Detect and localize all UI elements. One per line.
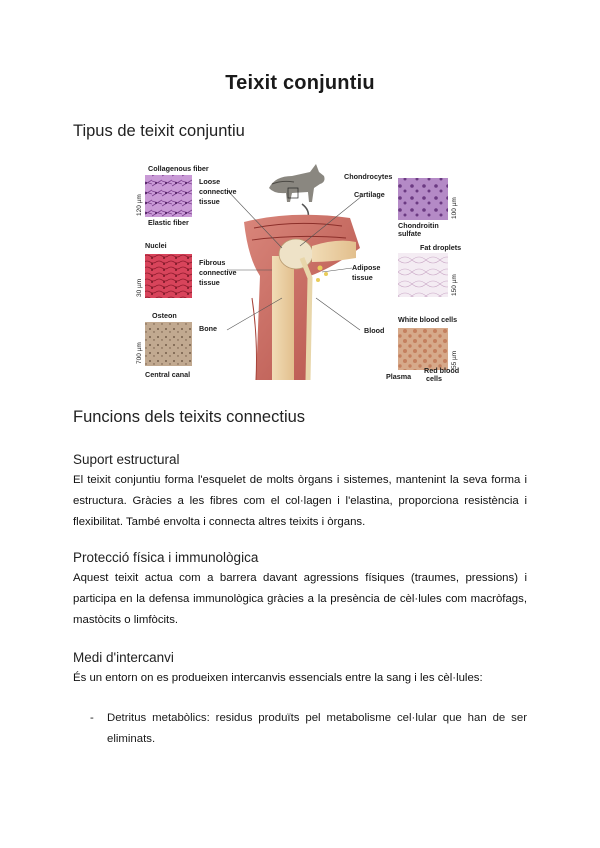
bone-tissue-micrograph: [145, 322, 192, 366]
label-fat-droplets: Fat droplets: [420, 243, 462, 252]
page-title: Teixit conjuntiu: [225, 72, 375, 94]
paragraph-exchange-medium: És un entorn on es produeixen intercanvis essencials entre la sang i les cèl·lules:: [73, 672, 483, 684]
label-loose-3: tissue: [199, 197, 220, 206]
section-heading-functions: Funcions dels teixits connectius: [73, 408, 306, 426]
label-loose-1: Loose: [199, 177, 221, 186]
scale-loose: 120 µm: [136, 194, 143, 216]
label-collagenous-fiber: Collagenous fiber: [148, 164, 209, 173]
connective-tissue-figure: [132, 158, 472, 383]
blood-micrograph: [398, 328, 448, 370]
wolf-illustration: [269, 164, 325, 202]
loose-tissue-micrograph: [145, 175, 192, 217]
adipose-micrograph: [398, 253, 448, 297]
label-bone: Bone: [199, 324, 217, 333]
label-blood: Blood: [364, 326, 385, 335]
label-red-blood-2: cells: [426, 374, 442, 383]
scale-cartilage: 100 µm: [451, 197, 458, 219]
scale-fibrous: 30 µm: [136, 278, 143, 297]
cartilage-micrograph: [398, 178, 448, 220]
label-plasma: Plasma: [386, 372, 412, 381]
label-adipose-1: Adipose: [352, 263, 381, 272]
label-white-blood-cells: White blood cells: [398, 315, 458, 324]
subheading-structural-support: Suport estructural: [73, 452, 180, 467]
label-fibrous-3: tissue: [199, 278, 220, 287]
section-heading-types: Tipus de teixit conjuntiu: [73, 122, 245, 140]
bullet-dash: -: [90, 712, 94, 724]
subheading-protection: Protecció física i immunològica: [73, 550, 259, 565]
limb-cross-section: [244, 215, 360, 380]
label-red-blood-1: Red blood: [424, 366, 460, 375]
paragraph-protection: Aquest teixit actua com a barrera davant agressions físiques (traumes, pressions) i participa en la defensa immunològica gràcies a la presència de cèl·lules com macròfags, mastòcits o limfòcits.: [73, 572, 527, 626]
label-elastic-fiber: Elastic fiber: [148, 218, 189, 227]
label-fibrous-2: connective: [199, 268, 237, 277]
label-central-canal: Central canal: [145, 370, 191, 379]
scale-blood: 55 µm: [451, 350, 458, 369]
label-cartilage: Cartilage: [354, 190, 385, 199]
fibrous-tissue-micrograph: [145, 254, 192, 298]
paragraph-structural-support: El teixit conjuntiu forma l'esquelet de molts òrgans i sistemes, mantenint la seva forma i estructura. Gràcies a les fibres com el col·lagen i l'elastina, proporciona resistència i flexibilitat. També envolta i connecta altres teixits i òrgans.: [73, 474, 527, 528]
label-osteon: Osteon: [152, 311, 177, 320]
bullet-text: Detritus metabòlics: residus produïts pel metabolisme cel·lular que han de ser eliminats.: [107, 712, 527, 745]
label-chondroitin-2: sulfate: [398, 229, 422, 238]
label-nuclei: Nuclei: [145, 241, 167, 250]
label-loose-2: connective: [199, 187, 237, 196]
label-chondrocytes: Chondrocytes: [344, 172, 393, 181]
scale-bone: 700 µm: [136, 342, 143, 364]
label-adipose-2: tissue: [352, 273, 373, 282]
scale-adipose: 150 µm: [451, 274, 458, 296]
label-chondroitin-1: Chondroitin: [398, 221, 439, 230]
label-fibrous-1: Fibrous: [199, 258, 226, 267]
subheading-exchange-medium: Medi d'intercanvi: [73, 650, 174, 665]
